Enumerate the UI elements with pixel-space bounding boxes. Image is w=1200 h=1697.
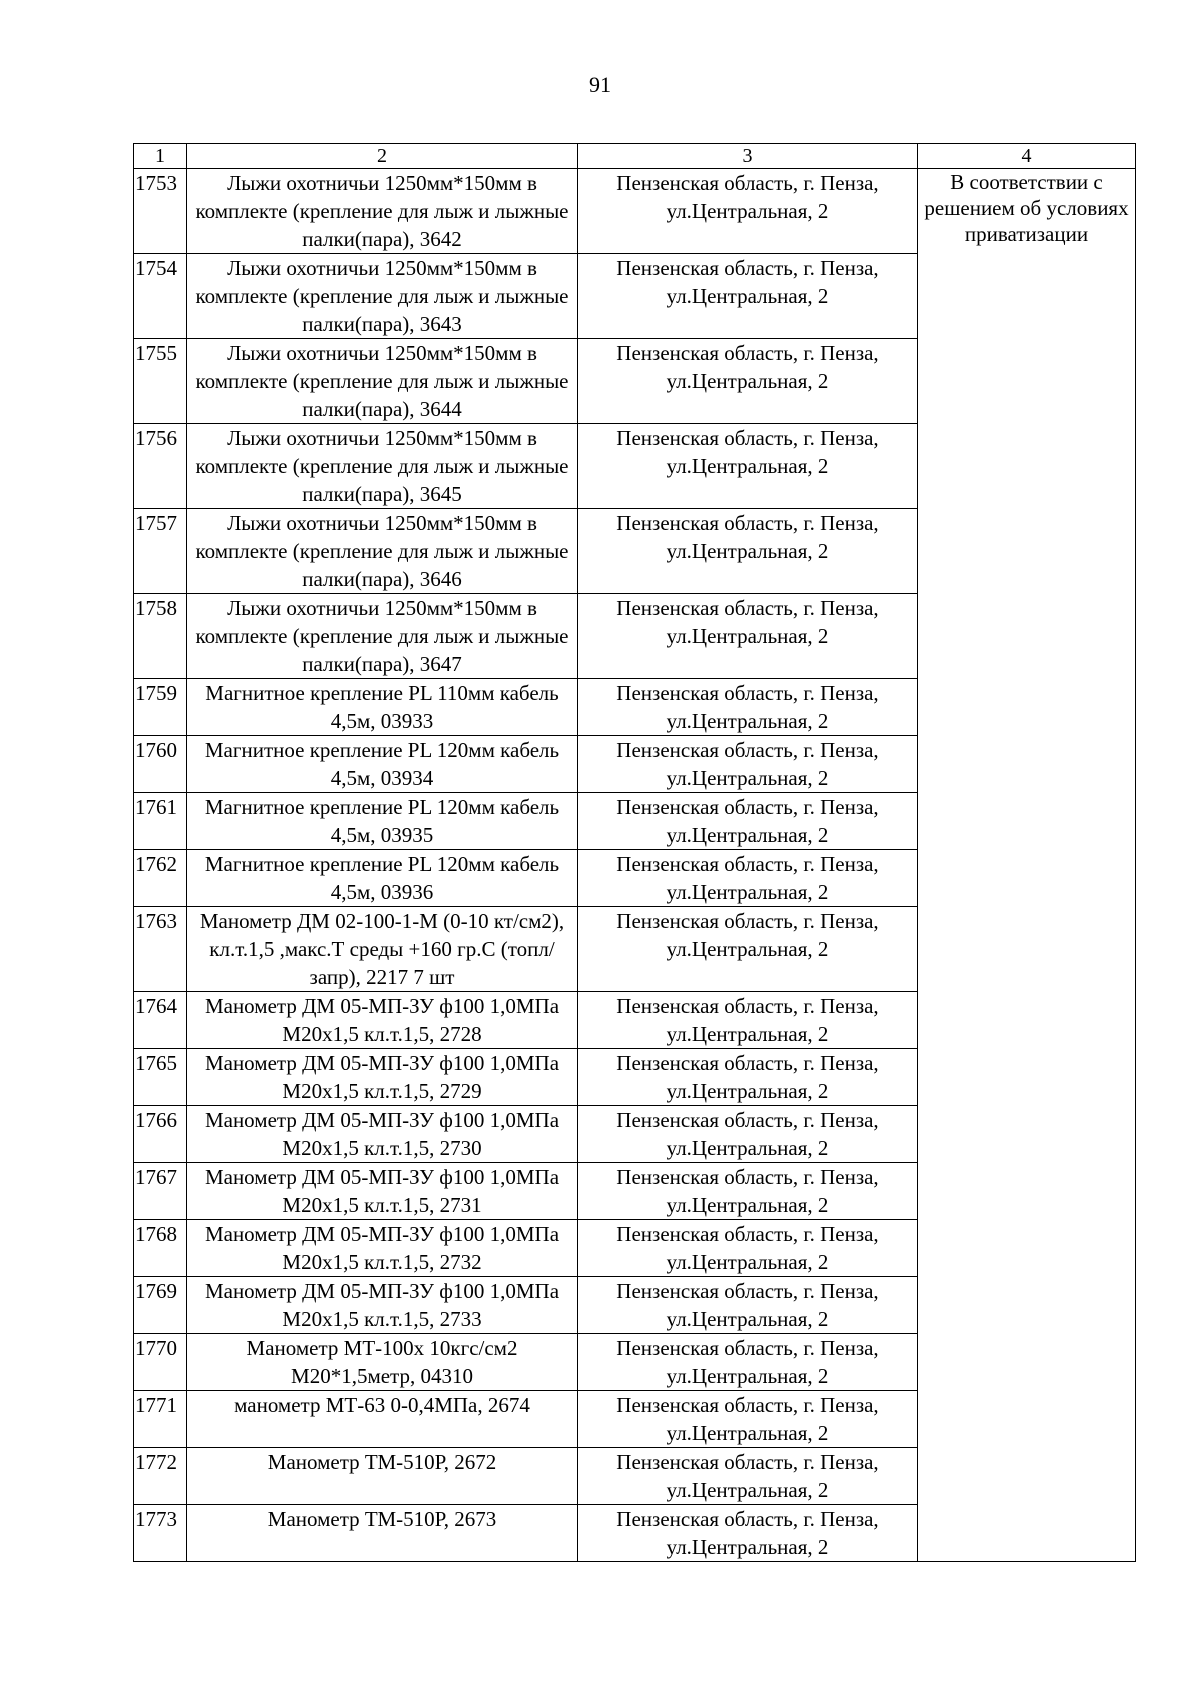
- table-body: [134, 169, 1136, 1562]
- item-name: Магнитное крепление PL 110мм кабель 4,5м, 03933: [187, 679, 578, 736]
- item-name: Манометр ДМ 05-МП-ЗУ ф100 1,0МПа М20х1,5 кл.т.1,5, 2728: [187, 992, 578, 1049]
- item-address: Пензенская область, г. Пенза, ул.Центральная, 2: [578, 1448, 918, 1505]
- row-number: 1767: [134, 1163, 187, 1220]
- row-number: 1760: [134, 736, 187, 793]
- row-number: 1757: [134, 509, 187, 594]
- property-table: [133, 143, 1136, 1562]
- row-number: 1762: [134, 850, 187, 907]
- table-header-row: [134, 144, 1136, 169]
- item-name: Манометр ДМ 05-МП-ЗУ ф100 1,0МПа М20х1,5 кл.т.1,5, 2731: [187, 1163, 578, 1220]
- column-header-3: 3: [578, 144, 918, 169]
- item-address: Пензенская область, г. Пенза, ул.Центральная, 2: [578, 793, 918, 850]
- item-address: Пензенская область, г. Пенза, ул.Центральная, 2: [578, 1163, 918, 1220]
- row-number: 1766: [134, 1106, 187, 1163]
- row-number: 1761: [134, 793, 187, 850]
- item-address: Пензенская область, г. Пенза, ул.Центральная, 2: [578, 509, 918, 594]
- item-name: Манометр ТМ-510Р, 2673: [187, 1505, 578, 1562]
- row-number: 1758: [134, 594, 187, 679]
- row-number: 1765: [134, 1049, 187, 1106]
- item-address: Пензенская область, г. Пенза, ул.Центральная, 2: [578, 339, 918, 424]
- item-address: Пензенская область, г. Пенза, ул.Центральная, 2: [578, 1505, 918, 1562]
- column-header-1: 1: [134, 144, 187, 169]
- privatization-condition: В соответствии с решением об условиях приватизации: [918, 169, 1136, 1562]
- row-number: 1768: [134, 1220, 187, 1277]
- item-address: Пензенская область, г. Пенза, ул.Центральная, 2: [578, 1106, 918, 1163]
- row-number: 1753: [134, 169, 187, 254]
- row-number: 1755: [134, 339, 187, 424]
- item-address: Пензенская область, г. Пенза, ул.Центральная, 2: [578, 254, 918, 339]
- row-number: 1763: [134, 907, 187, 992]
- row-number: 1772: [134, 1448, 187, 1505]
- item-address: Пензенская область, г. Пенза, ул.Центральная, 2: [578, 1277, 918, 1334]
- item-address: Пензенская область, г. Пенза, ул.Центральная, 2: [578, 736, 918, 793]
- item-name: Лыжи охотничьи 1250мм*150мм в комплекте (крепление для лыж и лыжные палки(пара), 3646: [187, 509, 578, 594]
- item-address: Пензенская область, г. Пенза, ул.Центральная, 2: [578, 1049, 918, 1106]
- item-address: Пензенская область, г. Пенза, ул.Центральная, 2: [578, 169, 918, 254]
- item-name: Лыжи охотничьи 1250мм*150мм в комплекте (крепление для лыж и лыжные палки(пара), 3647: [187, 594, 578, 679]
- row-number: 1773: [134, 1505, 187, 1562]
- item-name: Манометр ТМ-510Р, 2672: [187, 1448, 578, 1505]
- page-number: 91: [589, 72, 611, 97]
- item-name: Лыжи охотничьи 1250мм*150мм в комплекте (крепление для лыж и лыжные палки(пара), 3643: [187, 254, 578, 339]
- item-address: Пензенская область, г. Пенза, ул.Центральная, 2: [578, 1220, 918, 1277]
- item-address: Пензенская область, г. Пенза, ул.Центральная, 2: [578, 850, 918, 907]
- item-name: Манометр МТ-100х 10кгс/см2 М20*1,5метр, 04310: [187, 1334, 578, 1391]
- column-header-2: 2: [187, 144, 578, 169]
- row-number: 1756: [134, 424, 187, 509]
- row-number: 1759: [134, 679, 187, 736]
- row-number: 1754: [134, 254, 187, 339]
- item-name: Манометр ДМ 05-МП-ЗУ ф100 1,0МПа М20х1,5 кл.т.1,5, 2729: [187, 1049, 578, 1106]
- item-name: Магнитное крепление PL 120мм кабель 4,5м, 03934: [187, 736, 578, 793]
- item-name: Лыжи охотничьи 1250мм*150мм в комплекте (крепление для лыж и лыжные палки(пара), 3645: [187, 424, 578, 509]
- item-name: Манометр ДМ 05-МП-ЗУ ф100 1,0МПа М20х1,5 кл.т.1,5, 2733: [187, 1277, 578, 1334]
- item-name: Манометр ДМ 05-МП-ЗУ ф100 1,0МПа М20х1,5 кл.т.1,5, 2730: [187, 1106, 578, 1163]
- table-row: [134, 169, 1136, 254]
- item-address: Пензенская область, г. Пенза, ул.Центральная, 2: [578, 907, 918, 992]
- item-address: Пензенская область, г. Пенза, ул.Центральная, 2: [578, 679, 918, 736]
- row-number: 1770: [134, 1334, 187, 1391]
- item-name: Магнитное крепление PL 120мм кабель 4,5м, 03936: [187, 850, 578, 907]
- item-address: Пензенская область, г. Пенза, ул.Центральная, 2: [578, 1391, 918, 1448]
- row-number: 1764: [134, 992, 187, 1049]
- column-header-4: 4: [918, 144, 1136, 169]
- item-name: Лыжи охотничьи 1250мм*150мм в комплекте (крепление для лыж и лыжные палки(пара), 3642: [187, 169, 578, 254]
- row-number: 1769: [134, 1277, 187, 1334]
- item-address: Пензенская область, г. Пенза, ул.Центральная, 2: [578, 594, 918, 679]
- item-name: манометр МТ-63 0-0,4МПа, 2674: [187, 1391, 578, 1448]
- item-name: Манометр ДМ 02-100-1-М (0-10 кт/см2), кл.т.1,5 ,макс.Т среды +160 гр.С (топл/запр), 2217 7 шт: [187, 907, 578, 992]
- item-address: Пензенская область, г. Пенза, ул.Центральная, 2: [578, 424, 918, 509]
- item-address: Пензенская область, г. Пенза, ул.Центральная, 2: [578, 1334, 918, 1391]
- row-number: 1771: [134, 1391, 187, 1448]
- item-address: Пензенская область, г. Пенза, ул.Центральная, 2: [578, 992, 918, 1049]
- item-name: Магнитное крепление PL 120мм кабель 4,5м, 03935: [187, 793, 578, 850]
- item-name: Манометр ДМ 05-МП-ЗУ ф100 1,0МПа М20х1,5 кл.т.1,5, 2732: [187, 1220, 578, 1277]
- item-name: Лыжи охотничьи 1250мм*150мм в комплекте (крепление для лыж и лыжные палки(пара), 3644: [187, 339, 578, 424]
